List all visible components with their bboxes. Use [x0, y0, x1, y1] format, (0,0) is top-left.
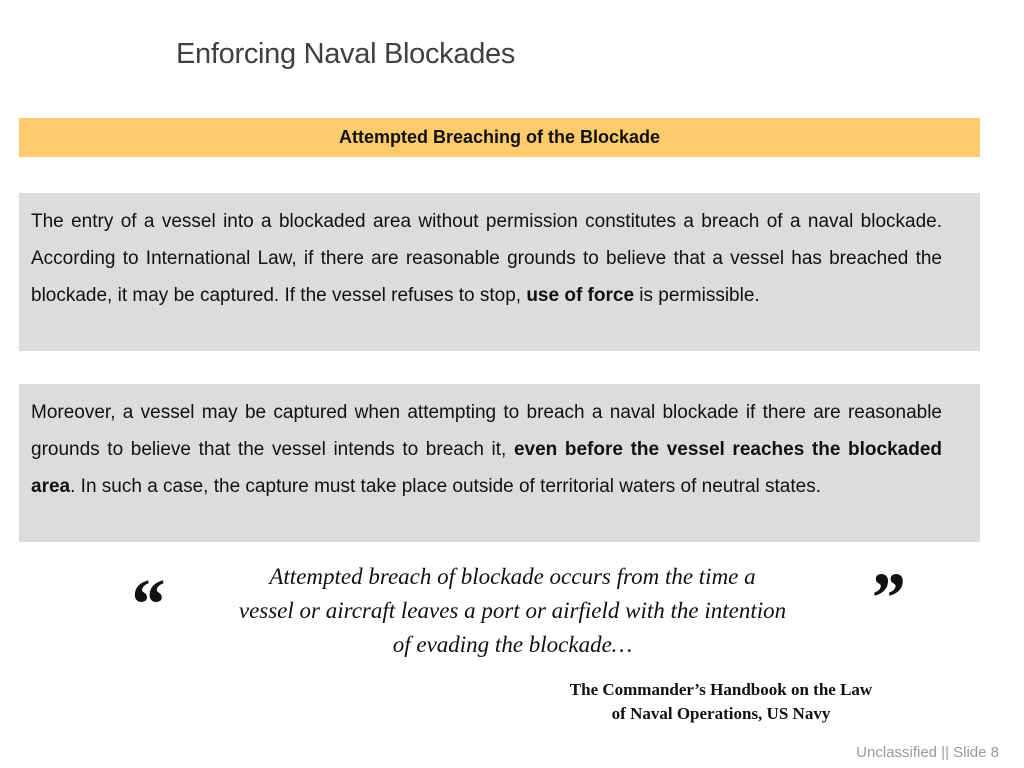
slide-title: Enforcing Naval Blockades — [176, 38, 516, 70]
source-line: of Naval Operations, US Navy — [611, 704, 831, 723]
paragraph-breach-text: The entry of a vessel into a blockaded area without permission constitutes a breach of a naval blockade. According to International Law, if there are reasonable grounds to believe that a vessel has breached the blockade, it may be captured. If the vessel refuses to stop, — [31, 211, 942, 306]
open-quote-icon: “ — [128, 564, 164, 644]
paragraph-attempted-text: Moreover, a vessel may be captured when attempting to breach a naval blockade if there are reasonable grounds to believe that the vessel intends to breach it, — [31, 402, 942, 460]
paragraph-attempted-bold: even before the vessel reaches the blockaded area — [31, 439, 942, 497]
paragraph-attempted-breach — [31, 394, 942, 505]
quote-line: Attempted breach of blockade occurs from the time a — [269, 564, 756, 589]
quote-line: of evading the blockade… — [392, 632, 633, 657]
section-banner — [19, 118, 980, 157]
close-quote-icon: ” — [868, 558, 904, 638]
paragraph-breach-text-end: is permissible. — [634, 285, 760, 306]
slide-footer: Unclassified || Slide 8 — [856, 744, 999, 761]
text-box-attempted-breach — [19, 384, 980, 542]
quote-text — [190, 560, 835, 662]
paragraph-breach — [31, 203, 942, 314]
paragraph-breach-bold: use of force — [526, 285, 635, 306]
banner-text: Attempted Breaching of the Blockade — [338, 127, 661, 147]
text-box-breach — [19, 193, 980, 351]
paragraph-attempted-text-end: . In such a case, the capture must take place outside of territorial waters of neutral states. — [70, 476, 821, 497]
source-line: The Commander’s Handbook on the Law — [569, 680, 873, 699]
quote-source — [500, 678, 942, 726]
quote-line: vessel or aircraft leaves a port or airfield with the intention — [238, 598, 787, 623]
